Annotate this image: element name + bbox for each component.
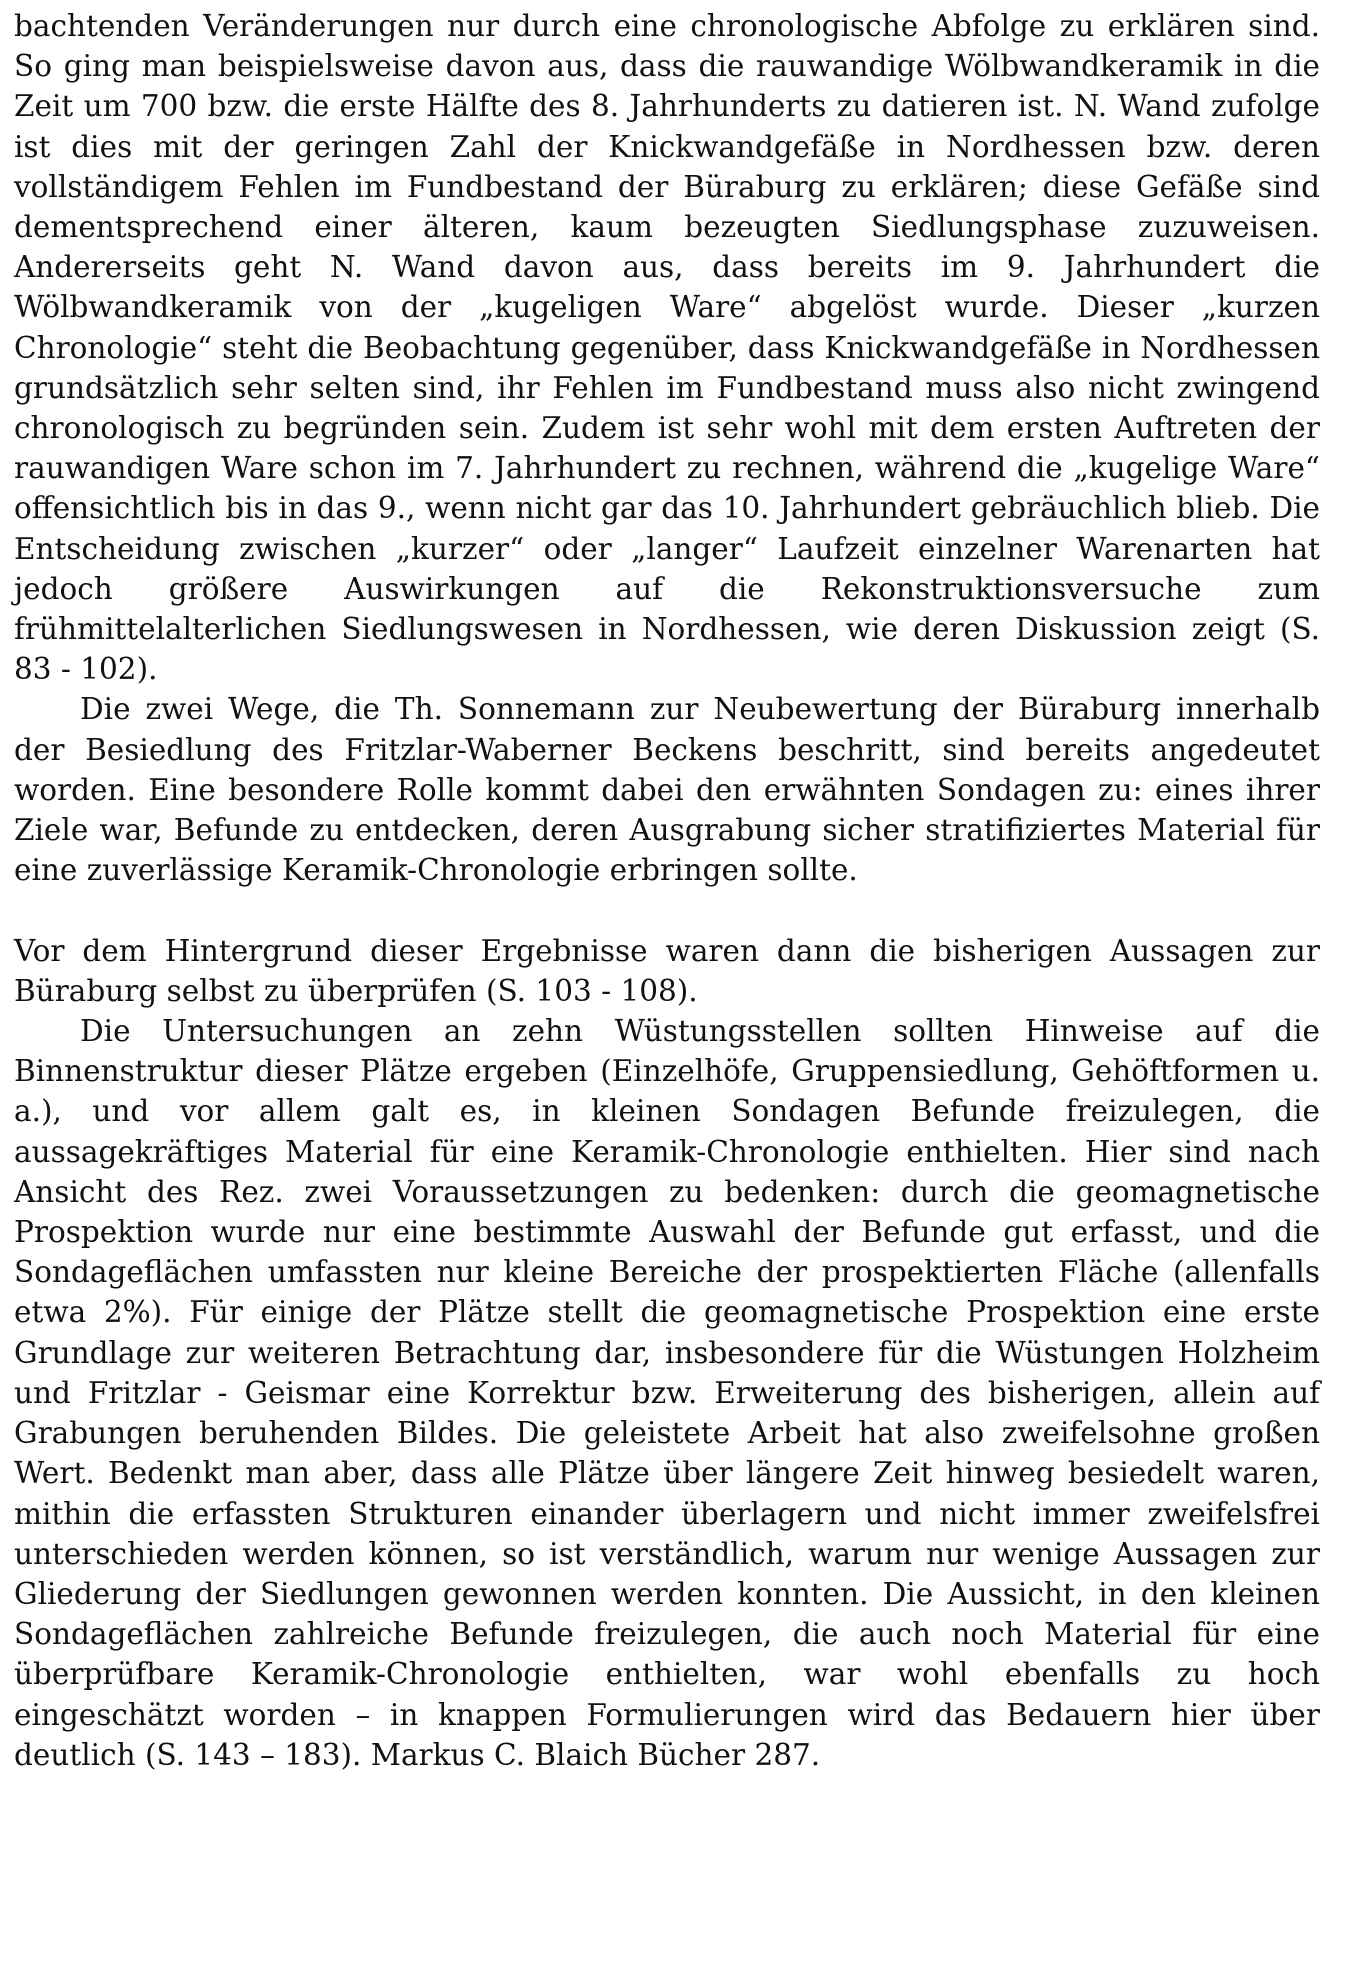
paragraph-4: Die Untersuchungen an zehn Wüstungsstellen sollten Hinweise auf die Binnenstruktur dieser Plätze ergeben (Einzelhöfe, Gruppensiedlung, Gehöftformen u. a.), und vor allem galt es, in kleinen Sondagen Befunde freizulegen, die aussagekräftiges Material für eine Keramik-Chronologie enthielten. Hier sind nach Ansicht des Rez. zwei Voraussetzungen zu bedenken: durch die geomagnetische Prospektion wurde nur eine bestimmte Auswahl der Befunde gut erfasst, und die Sondageflächen umfassten nur kleine Bereiche der prospektierten Fläche (allenfalls etwa 2%). Für einige der Plätze stellt die geomagnetische Prospektion eine erste Grundlage zur weiteren Betrachtung dar, insbesondere für die Wüstungen Holzheim und Fritzlar - Geismar eine Korrektur bzw. Erweiterung des bisherigen, allein auf Grabungen beruhenden Bildes. Die geleistete Arbeit hat also zweifelsohne großen Wert. Bedenkt man aber, dass alle Plätze über längere Zeit hinweg besiedelt waren, mithin die erfassten Strukturen einander überlagern und nicht immer zweifelsfrei unterschieden werden können, so ist verständlich, warum nur wenige Aussagen zur Gliederung der Siedlungen gewonnen werden konnten. Die Aussicht, in den kleinen Sondageflächen zahlreiche Befunde freizulegen, die auch noch Material für eine überprüfbare Keramik-Chronologie enthielten, war wohl ebenfalls zu hoch eingeschätzt worden – in knappen Formulierungen wird das Bedauern hier über deutlich (S. 143 – 183). Markus C. Blaich Bücher 287. xyxy=(14,1014,1320,1772)
paragraph-3: Vor dem Hintergrund dieser Ergebnisse waren dann die bisherigen Aussagen zur Büraburg selbst zu überprüfen (S. 103 - 108). xyxy=(14,933,1320,1008)
paragraph-1: bachtenden Veränderungen nur durch eine chronologische Abfolge zu erklären sind. So ging man beispielsweise davon aus, dass die rauwandige Wölbwandkeramik in die Zeit um 700 bzw. die erste Hälfte des 8. Jahrhunderts zu datieren ist. N. Wand zufolge ist dies mit der geringen Zahl der Knickwandgefäße in Nordhessen bzw. deren vollständigem Fehlen im Fundbestand der Büraburg zu erklären; diese Gefäße sind dementsprechend einer älteren, kaum bezeugten Siedlungsphase zuzuweisen. Andererseits geht N. Wand davon aus, dass bereits im 9. Jahrhundert die Wölbwandkeramik von der „kugeligen Ware“ abgelöst wurde. Dieser „kurzen Chronologie“ steht die Beobachtung gegenüber, dass Knickwandgefäße in Nordhessen grundsätzlich sehr selten sind, ihr Fehlen im Fundbestand muss also nicht zwingend chronologisch zu begründen sein. Zudem ist sehr wohl mit dem ersten Auftreten der rauwandigen Ware schon im 7. Jahrhundert zu rechnen, während die „kugelige Ware“ offensichtlich bis in das 9., wenn nicht gar das 10. Jahrhundert gebräuchlich blieb. Die Entscheidung zwischen „kurzer“ oder „langer“ Laufzeit einzelner Warenarten hat jedoch größere Auswirkungen auf die Rekonstruktionsversuche zum frühmittelalterlichen Siedlungswesen in Nordhessen, wie deren Diskussion zeigt (S. 83 - 102). xyxy=(14,9,1320,687)
document-page xyxy=(14,6,1320,1775)
paragraph-2: Die zwei Wege, die Th. Sonnemann zur Neubewertung der Büraburg innerhalb der Besiedlung des Fritzlar-Waberner Beckens beschritt, sind bereits angedeutet worden. Eine besondere Rolle kommt dabei den erwähnten Sondagen zu: eines ihrer Ziele war, Befunde zu entdecken, deren Ausgrabung sicher stratifiziertes Material für eine zuverlässige Keramik-Chronologie erbringen sollte. xyxy=(14,692,1320,888)
